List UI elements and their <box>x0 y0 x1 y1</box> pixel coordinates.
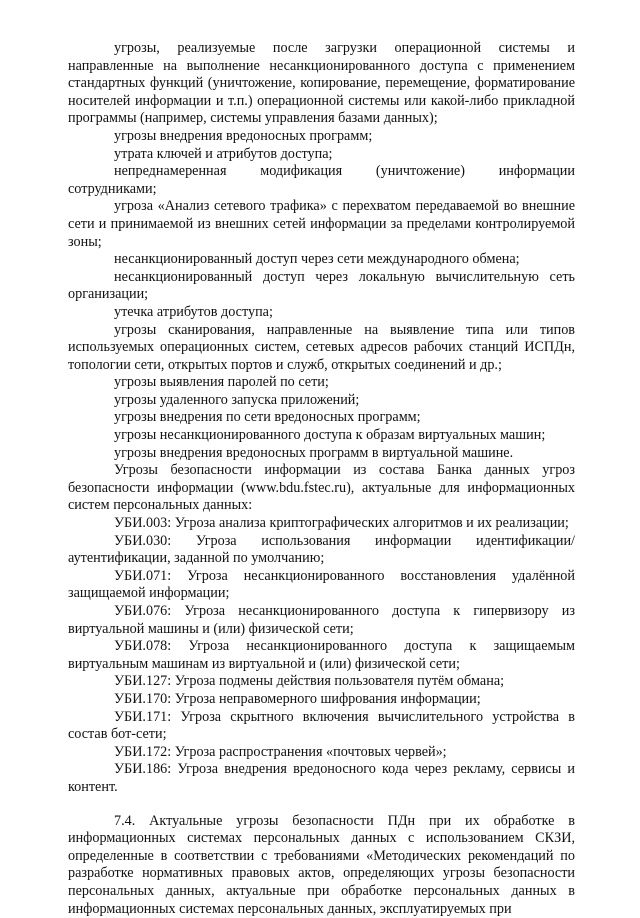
threat-item: УБИ.172: Угроза распространения «почтовых червей»; <box>114 743 447 760</box>
paragraph: утрата ключей и атрибутов доступа; <box>114 145 333 162</box>
paragraph: угрозы внедрения по сети вредоносных программ; <box>114 409 421 426</box>
threat-item: УБИ.030: Угроза использования информации идентификации/аутентификации, заданной по умолчанию; <box>68 532 575 567</box>
threat-item: УБИ.170: Угроза неправомерного шифрования информации; <box>114 690 481 707</box>
paragraph: угрозы внедрения вредоносных программ; <box>114 127 373 144</box>
paragraph: угрозы сканирования, направленные на выявление типа или типов используемых операционных систем, сетевых адресов рабочих станций ИСПДн, топологии сети, открытых портов и служб, открытых соединений и др.; <box>68 321 575 373</box>
section-gap <box>68 797 575 813</box>
paragraph: несанкционированный доступ через локальную вычислительную сеть организации; <box>68 268 575 303</box>
paragraph: угрозы несанкционированного доступа к образам виртуальных машин; <box>114 427 546 444</box>
threat-item: УБИ.071: Угроза несанкционированного восстановления удалённой защищаемой информации; <box>68 567 575 602</box>
paragraph: несанкционированный доступ через сети международного обмена; <box>114 251 520 268</box>
paragraph: угроза «Анализ сетевого трафика» с перехватом передаваемой во внешние сети и принимаемой из внешних сетей информации за пределами контролируемой зоны; <box>68 198 575 250</box>
threat-item: УБИ.127: Угроза подмены действия пользователя путём обмана; <box>114 673 505 690</box>
section-paragraph: 7.4. Актуальные угрозы безопасности ПДн при их обработке в информационных системах персональных данных с использованием СКЗИ, определенные в соответствии с требованиями «Методических рекомендаций по разработке нормативных правовых актов, определяющих угрозы безопасности персональных данных, актуальные при обработке персональных данных в информационных системах персональных данных, эксплуатируемых при <box>68 812 575 917</box>
threat-item: УБИ.171: Угроза скрытного включения вычислительного устройства в состав бот-сети; <box>68 708 575 743</box>
threat-item: УБИ.003: Угроза анализа криптографических алгоритмов и их реализации; <box>114 515 569 532</box>
threat-item: УБИ.078: Угроза несанкционированного доступа к защищаемым виртуальным машинам из виртуальной и (или) физической сети; <box>68 638 575 672</box>
threat-item: УБИ.076: Угроза несанкционированного доступа к гипервизору из виртуальной машины и (или) физической сети; <box>68 603 575 637</box>
threat-item: УБИ.186: Угроза внедрения вредоносного кода через рекламу, сервисы и контент. <box>68 761 575 795</box>
paragraph: угрозы удаленного запуска приложений; <box>114 391 360 408</box>
paragraph: Угрозы безопасности информации из состава Банка данных угроз безопасности информации (www.bdu.fstec.ru), актуальные для информационных систем персональных данных: <box>68 462 575 514</box>
paragraph: утечка атрибутов доступа; <box>114 303 273 320</box>
paragraph: угрозы, реализуемые после загрузки операционной системы и направленные на выполнение несанкционированного доступа с применением стандартных функций (уничтожение, копирование, перемещение, форматирование носителей информации и т.п.) операционной системы или какой-либо прикладной программы (например, системы управления базами данных); <box>68 40 575 127</box>
document-page <box>68 40 575 918</box>
paragraph: угрозы внедрения вредоносных программ в виртуальной машине. <box>114 444 514 461</box>
paragraph: непреднамеренная модификация (уничтожение) информации сотрудниками; <box>68 163 575 197</box>
paragraph: угрозы выявления паролей по сети; <box>114 374 329 391</box>
